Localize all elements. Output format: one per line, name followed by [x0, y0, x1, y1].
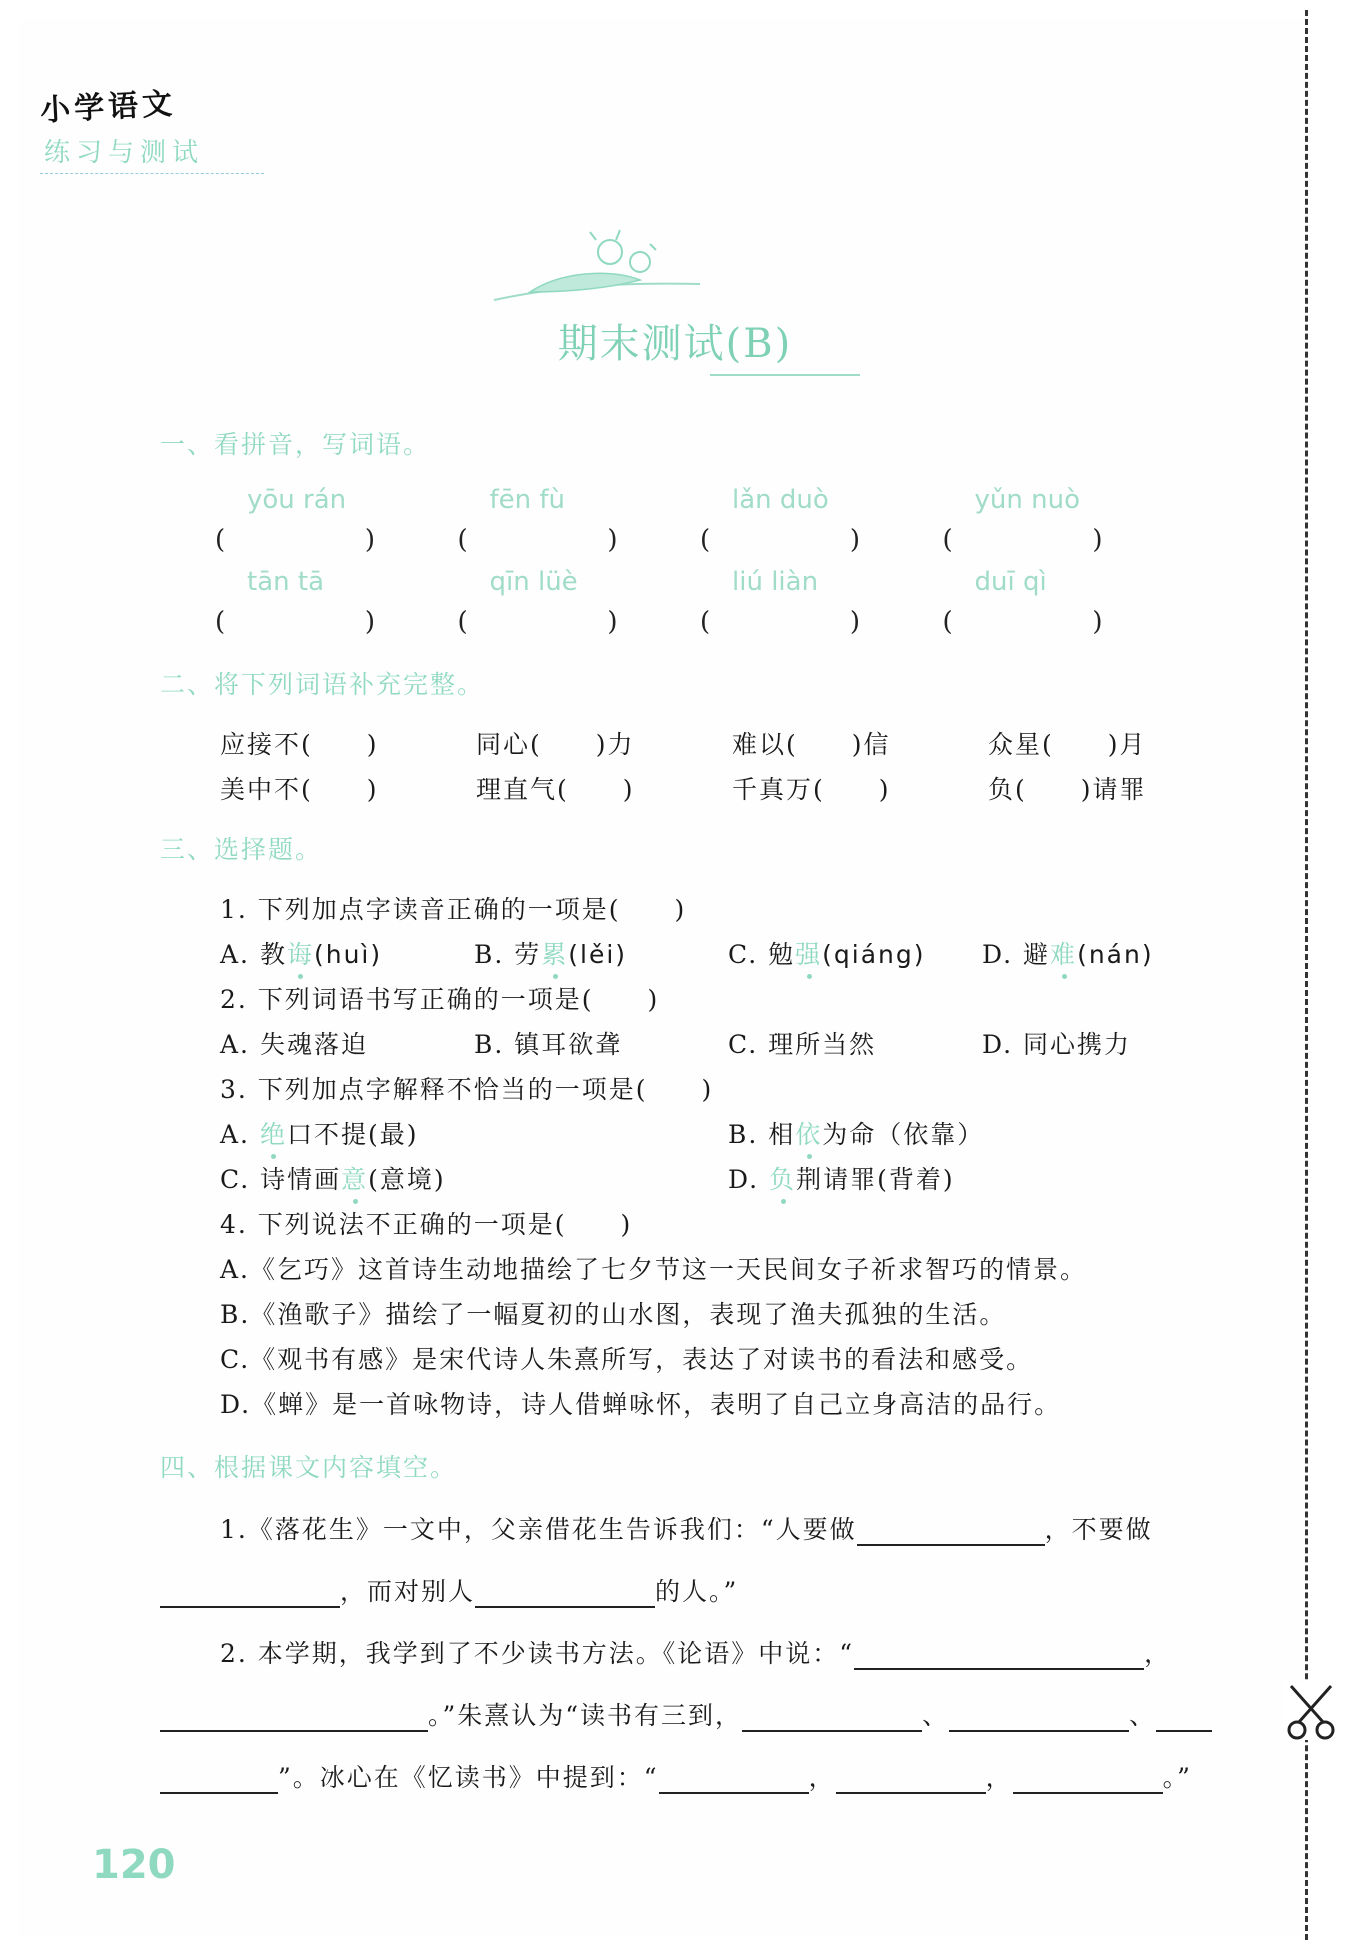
option-b[interactable]: B. 镇耳欲聋 [474, 1030, 623, 1059]
question-3-stem: 3. 下列加点字解释不恰当的一项是( ) [220, 1075, 714, 1104]
answer-blank[interactable] [160, 1580, 340, 1608]
fill-question-2-line-3: ”。冰心在《忆读书》中提到：“ ， ， 。” [160, 1758, 1192, 1794]
option-c[interactable]: C. 理所当然 [728, 1030, 877, 1059]
idiom-row-1 [220, 725, 1244, 761]
option-c[interactable]: C. 诗情画意(意境) [220, 1165, 446, 1194]
option-c[interactable]: C.《观书有感》是宋代诗人朱熹所写，表达了对读书的看法和感受。 [220, 1345, 1034, 1374]
brand-logo [40, 82, 264, 174]
section-4-heading: 四、根据课文内容填空。 [160, 1453, 458, 1482]
fill-question-2-line-1: 2. 本学期，我学到了不少读书方法。《论语》中说：“ ， [220, 1639, 1172, 1668]
title-illustration [490, 222, 710, 312]
answer-blank[interactable] [160, 1704, 428, 1732]
pinyin-item [215, 567, 458, 637]
question-2-options [220, 1025, 1236, 1061]
option-a[interactable]: A. 失魂落迫 [220, 1030, 368, 1059]
answer-paren[interactable]: ( ) [700, 525, 860, 555]
pinyin-text: lǎn duò [732, 485, 829, 515]
answer-paren[interactable]: ( ) [700, 607, 860, 637]
answer-paren[interactable]: ( ) [457, 525, 618, 555]
pinyin-text: fēn fù [489, 485, 566, 515]
brand-subtitle: 练习与测试 [40, 132, 264, 174]
answer-blank[interactable] [742, 1704, 922, 1732]
test-title: 期末测试(B) [557, 321, 793, 367]
option-c[interactable]: C. 勉强(qiáng) [728, 940, 926, 969]
idiom-blank[interactable]: 众星( )月 [988, 730, 1147, 759]
idiom-blank[interactable]: 美中不( ) [220, 775, 379, 804]
pinyin-text: yǔn nuò [974, 485, 1080, 515]
pinyin-text: duī qì [974, 567, 1047, 597]
section-3-heading: 三、选择题。 [160, 835, 323, 864]
option-b[interactable]: B. 相依为命（依靠） [728, 1120, 985, 1149]
option-b[interactable]: B.《渔歌子》描绘了一幅夏初的山水图，表现了渔夫孤独的生活。 [220, 1300, 1007, 1329]
option-d[interactable]: D.《蝉》是一首咏物诗，诗人借蝉咏怀，表明了自己立身高洁的品行。 [220, 1390, 1062, 1419]
pinyin-text: liú liàn [732, 567, 819, 597]
question-3-options-row-2 [220, 1160, 1236, 1196]
idiom-blank[interactable]: 千真万( ) [732, 775, 891, 804]
title-underline [710, 374, 860, 376]
idiom-blank[interactable]: 理直气( ) [476, 775, 635, 804]
pinyin-item [700, 567, 943, 637]
scissors-icon [1283, 1682, 1339, 1740]
pinyin-item [943, 485, 1186, 555]
option-d[interactable]: D. 避难(nán) [982, 940, 1154, 969]
page-number: 120 [92, 1842, 176, 1888]
answer-blank[interactable] [160, 1766, 278, 1794]
question-1-stem: 1. 下列加点字读音正确的一项是( ) [220, 895, 687, 924]
option-d[interactable]: D. 同心携力 [982, 1030, 1132, 1059]
answer-blank[interactable] [659, 1766, 809, 1794]
pinyin-item [700, 485, 943, 555]
answer-blank[interactable] [857, 1518, 1045, 1546]
answer-blank[interactable] [1156, 1704, 1212, 1732]
pinyin-row-1 [215, 485, 1185, 555]
answer-paren[interactable]: ( ) [942, 525, 1103, 555]
answer-paren[interactable]: ( ) [215, 607, 375, 637]
option-b[interactable]: B. 劳累(lěi) [474, 940, 628, 969]
idiom-blank[interactable]: 难以( )信 [732, 730, 891, 759]
question-3-options-row-1 [220, 1115, 1236, 1151]
fill-question-1-line-2: ，而对别人 的人。” [160, 1572, 738, 1608]
question-4-stem: 4. 下列说法不正确的一项是( ) [220, 1210, 633, 1239]
idiom-blank[interactable]: 应接不( ) [220, 730, 379, 759]
section-2-heading: 二、将下列词语补充完整。 [160, 670, 485, 699]
pinyin-item [215, 485, 458, 555]
answer-blank[interactable] [854, 1642, 1144, 1670]
answer-paren[interactable]: ( ) [215, 525, 375, 555]
option-a[interactable]: A. 绝口不提(最) [220, 1120, 419, 1149]
pinyin-item [458, 567, 701, 637]
answer-blank[interactable] [836, 1766, 986, 1794]
fill-question-1-line-1: 1.《落花生》一文中，父亲借花生告诉我们：“人要做 ，不要做 [220, 1515, 1153, 1544]
pinyin-text: tān tā [247, 567, 324, 597]
answer-blank[interactable] [1013, 1766, 1163, 1794]
answer-blank[interactable] [475, 1580, 655, 1608]
answer-paren[interactable]: ( ) [942, 607, 1103, 637]
pinyin-text: yōu rán [247, 485, 347, 515]
fill-question-2-line-2: 。”朱熹认为“读书有三到， 、 、 [160, 1696, 1212, 1732]
pinyin-row-2 [215, 567, 1185, 637]
option-a[interactable]: A.《乞巧》这首诗生动地描绘了七夕节这一天民间女子祈求智巧的情景。 [220, 1255, 1088, 1284]
pinyin-text: qīn lüè [489, 567, 578, 597]
option-d[interactable]: D. 负荆请罪(背着) [728, 1165, 955, 1194]
idiom-row-2 [220, 770, 1244, 806]
brand-title: 小学语文 [39, 86, 178, 129]
option-a[interactable]: A. 教诲(huì) [220, 940, 383, 969]
cut-line [1305, 10, 1308, 1940]
idiom-blank[interactable]: 同心( )力 [476, 730, 635, 759]
pinyin-item [943, 567, 1186, 637]
answer-paren[interactable]: ( ) [457, 607, 618, 637]
idiom-blank[interactable]: 负( )请罪 [988, 775, 1147, 804]
section-1-heading: 一、看拼音，写词语。 [160, 430, 431, 459]
pinyin-item [458, 485, 701, 555]
question-1-options [220, 935, 1236, 971]
question-2-stem: 2. 下列词语书写正确的一项是( ) [220, 985, 660, 1014]
answer-blank[interactable] [949, 1704, 1129, 1732]
